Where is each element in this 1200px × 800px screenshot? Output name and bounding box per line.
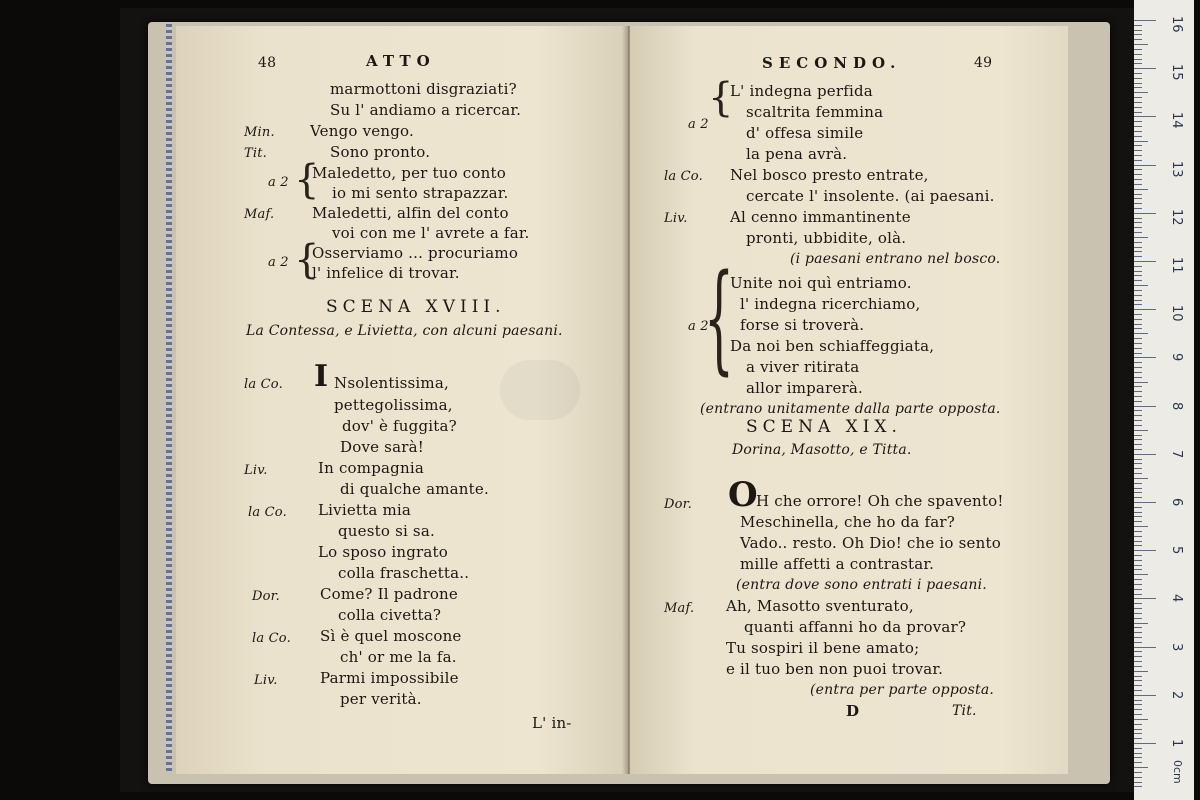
ruler-tick — [1134, 136, 1142, 137]
verse-line: per verità. — [340, 690, 422, 708]
ruler-tick — [1134, 459, 1142, 460]
ruler-tick — [1134, 391, 1142, 392]
ruler-tick — [1134, 454, 1156, 455]
speaker-label: la Co. — [252, 631, 291, 646]
speaker-label: a 2 — [268, 175, 289, 190]
ruler-tick — [1134, 155, 1142, 156]
ruler-tick — [1134, 526, 1148, 527]
ruler-tick — [1134, 256, 1142, 257]
ruler-tick — [1134, 251, 1142, 252]
ruler-tick — [1134, 333, 1148, 334]
verse-line: Sì è quel moscone — [320, 627, 462, 645]
ruler-tick — [1134, 189, 1148, 190]
ruler-tick — [1134, 603, 1142, 604]
ruler-tick — [1134, 642, 1142, 643]
ruler-tick — [1134, 97, 1142, 98]
ruler-tick — [1134, 194, 1142, 195]
ruler-tick — [1134, 165, 1156, 166]
ruler-tick — [1134, 343, 1142, 344]
verse-line: colla fraschetta.. — [338, 564, 470, 582]
drop-capital: I — [314, 359, 329, 394]
ruler-tick — [1134, 671, 1148, 672]
verse-line: Nsolentissima, — [334, 374, 449, 392]
ruler-tick — [1134, 719, 1148, 720]
speaker-label: Maf. — [244, 207, 275, 222]
ruler-tick — [1134, 92, 1148, 93]
stage-direction: (i paesani entrano nel bosco. — [790, 251, 1001, 267]
ruler-tick — [1134, 357, 1156, 358]
verse-line: Sono pronto. — [330, 143, 431, 161]
ruler-tick — [1134, 651, 1142, 652]
brace-mark: { — [294, 237, 320, 283]
ruler-tick — [1134, 39, 1142, 40]
ruler-tick — [1134, 743, 1156, 744]
verse-line: cercate l' insolente. (ai paesani. — [746, 187, 995, 205]
ruler-tick — [1134, 410, 1142, 411]
verse-line: Parmi impossibile — [320, 669, 459, 687]
ruler-number: 8 — [1169, 401, 1184, 410]
page-number: 48 — [258, 55, 277, 71]
ruler-tick — [1134, 536, 1142, 537]
binding-stripe — [166, 24, 172, 772]
ruler-tick — [1134, 647, 1156, 648]
verse-line: Al cenno immantinente — [730, 208, 911, 226]
ruler-tick — [1134, 618, 1142, 619]
ruler-tick — [1134, 300, 1142, 301]
ruler-tick — [1134, 685, 1142, 686]
ruler-tick — [1134, 203, 1142, 204]
speaker-label: a 2 — [268, 255, 289, 270]
ruler-tick — [1134, 348, 1142, 349]
ruler-tick — [1134, 237, 1148, 238]
speaker-label: Dor. — [252, 589, 280, 604]
ruler-tick — [1134, 63, 1142, 64]
verse-line: di qualche amante. — [340, 480, 489, 498]
speaker-label: Maf. — [664, 601, 695, 616]
verse-line: allor imparerà. — [746, 379, 864, 397]
verse-line: Unite noi quì entriamo. — [730, 274, 912, 292]
ruler-tick — [1134, 30, 1142, 31]
verse-line: Tu sospiri il bene amato; — [726, 639, 920, 657]
ruler-tick — [1134, 724, 1142, 725]
ruler-tick — [1134, 314, 1142, 315]
ruler-tick — [1134, 59, 1142, 60]
ruler-tick — [1134, 44, 1148, 45]
ruler-tick — [1134, 598, 1156, 599]
scene-title: SCENA XVIII. — [326, 297, 506, 317]
ruler-number: 4 — [1169, 594, 1184, 603]
stage-direction: (entra dove sono entrati i paesani. — [736, 577, 987, 593]
ruler-tick — [1134, 78, 1142, 79]
scene-cast: Dorina, Masotto, e Titta. — [732, 442, 912, 458]
speaker-label: Liv. — [664, 211, 688, 226]
ruler-tick — [1134, 704, 1142, 705]
ruler-tick — [1134, 661, 1142, 662]
ruler-tick — [1134, 372, 1142, 373]
ruler-tick — [1134, 449, 1142, 450]
verse-line: io mi sento strapazzar. — [332, 184, 509, 202]
ruler-tick — [1134, 613, 1142, 614]
ruler-tick — [1134, 126, 1142, 127]
verse-line: pronti, ubbidite, olà. — [746, 229, 907, 247]
right-page — [630, 26, 1068, 774]
ruler-tick — [1134, 401, 1142, 402]
ruler-tick — [1134, 415, 1142, 416]
verse-line: l' indegna ricerchiamo, — [740, 295, 921, 313]
ruler-tick — [1134, 463, 1142, 464]
ruler-tick — [1134, 304, 1142, 305]
ruler-tick — [1134, 198, 1142, 199]
speaker-label: a 2 — [688, 117, 709, 132]
verse-line: Maledetti, alfin del conto — [312, 204, 509, 222]
ruler-tick — [1134, 782, 1142, 783]
verse-line: Su l' andiamo a ricercar. — [330, 101, 522, 119]
ruler-tick — [1134, 261, 1156, 262]
ruler-tick — [1134, 502, 1156, 503]
ruler-tick — [1134, 435, 1142, 436]
ruler-tick — [1134, 184, 1142, 185]
ruler-tick — [1134, 112, 1142, 113]
verse-line: Ah, Masotto sventurato, — [726, 597, 914, 615]
speaker-label: a 2 — [688, 319, 709, 334]
verse-line: forse si troverà. — [740, 316, 865, 334]
ruler-tick — [1134, 555, 1142, 556]
verse-line: Maledetto, per tuo conto — [312, 164, 506, 182]
ruler-tick — [1134, 319, 1142, 320]
stage-direction: (entra per parte opposta. — [810, 682, 995, 698]
speaker-label: Dor. — [664, 497, 692, 512]
ruler-tick — [1134, 208, 1142, 209]
ruler-tick — [1134, 275, 1142, 276]
verse-line: In compagnia — [318, 459, 424, 477]
ruler-tick — [1134, 362, 1142, 363]
ruler-tick — [1134, 160, 1142, 161]
ruler-tick — [1134, 488, 1142, 489]
ruler-tick — [1134, 666, 1142, 667]
ruler-tick — [1134, 492, 1142, 493]
ruler-tick — [1134, 468, 1142, 469]
ruler-number: 7 — [1169, 449, 1184, 459]
scene-cast: La Contessa, e Livietta, con alcuni paesani. — [246, 323, 563, 339]
speaker-label: Liv. — [244, 463, 268, 478]
verse-line: l' infelice di trovar. — [312, 264, 460, 282]
ruler-tick — [1134, 107, 1142, 108]
ruler-tick — [1134, 709, 1142, 710]
ruler-tick — [1134, 20, 1156, 21]
ruler-tick — [1134, 131, 1142, 132]
ruler-tick — [1134, 116, 1156, 117]
ruler-tick — [1134, 420, 1142, 421]
ruler-tick — [1134, 656, 1142, 657]
ruler-tick — [1134, 87, 1142, 88]
ruler-unit-label: 0cm — [1171, 760, 1184, 784]
ruler-tick — [1134, 338, 1142, 339]
verse-line: a viver ritirata — [746, 358, 860, 376]
ruler-tick — [1134, 733, 1142, 734]
ruler-tick — [1134, 729, 1142, 730]
scene-title: SCENA XIX. — [746, 417, 902, 437]
ruler-tick — [1134, 473, 1142, 474]
ruler-tick — [1134, 676, 1142, 677]
ruler-tick — [1134, 584, 1142, 585]
ruler-tick — [1134, 280, 1142, 281]
ruler-tick — [1134, 786, 1142, 787]
verse-line: colla civetta? — [338, 606, 442, 624]
ruler-tick — [1134, 695, 1156, 696]
speaker-label: Liv. — [254, 673, 278, 688]
ruler-tick — [1134, 179, 1142, 180]
ruler-tick — [1134, 777, 1142, 778]
verse-line: Livietta mia — [318, 501, 412, 519]
ruler-tick — [1134, 324, 1142, 325]
ruler-tick — [1134, 34, 1142, 35]
ruler-number: 3 — [1169, 642, 1184, 651]
ruler-tick — [1134, 141, 1148, 142]
ruler-tick — [1134, 102, 1142, 103]
ruler-tick — [1134, 73, 1142, 74]
ruler-number: 16 — [1169, 16, 1184, 33]
ruler-tick — [1134, 627, 1142, 628]
brace-mark: { — [708, 75, 734, 121]
ruler-tick — [1134, 762, 1142, 763]
verse-line: Nel bosco presto entrate, — [730, 166, 929, 184]
verse-line: Da noi ben schiaffeggiata, — [730, 337, 935, 355]
ruler-tick — [1134, 386, 1142, 387]
ruler-tick — [1134, 690, 1142, 691]
ruler-tick — [1134, 425, 1142, 426]
ruler-tick — [1134, 430, 1148, 431]
ruler-tick — [1134, 266, 1142, 267]
verse-line: marmottoni disgraziati? — [330, 80, 517, 98]
speaker-label: la Co. — [664, 169, 703, 184]
ruler-number: 9 — [1169, 353, 1184, 362]
ruler-number: 1 — [1169, 739, 1184, 748]
ruler-tick — [1134, 174, 1142, 175]
ruler-tick — [1134, 512, 1142, 513]
ruler-tick — [1134, 680, 1142, 681]
verse-line: Dove sarà! — [340, 438, 424, 456]
ruler-tick — [1134, 757, 1142, 758]
ruler-tick — [1134, 531, 1142, 532]
ruler-tick — [1134, 516, 1142, 517]
ruler-tick — [1134, 738, 1142, 739]
brace-mark: { — [704, 248, 735, 386]
ruler-tick — [1134, 213, 1156, 214]
ruler-number: 13 — [1169, 160, 1184, 178]
verse-line: ch' or me la fa. — [340, 648, 457, 666]
ruler-tick — [1134, 507, 1142, 508]
ruler-tick — [1134, 382, 1148, 383]
ruler-tick — [1134, 569, 1142, 570]
verse-line: scaltrita femmina — [746, 103, 884, 121]
verse-line: questo si sa. — [338, 522, 435, 540]
ruler-number: 6 — [1169, 498, 1184, 507]
ruler-number: 5 — [1169, 546, 1184, 555]
verse-line: Osserviamo ... procuriamo — [312, 244, 519, 262]
verse-line: mille affetti a contrastar. — [740, 555, 935, 573]
ruler-tick — [1134, 565, 1142, 566]
ruler-tick — [1134, 83, 1142, 84]
ruler-tick — [1134, 309, 1156, 310]
ruler-number: 10 — [1169, 305, 1184, 322]
ruler-tick — [1134, 550, 1156, 551]
ruler-tick — [1134, 49, 1142, 50]
verse-line: pettegolissima, — [334, 396, 453, 414]
stage-direction: (entrano unitamente dalla parte opposta. — [700, 401, 1001, 417]
ruler-tick — [1134, 767, 1148, 768]
ruler-tick — [1134, 594, 1142, 595]
ruler-tick — [1134, 748, 1142, 749]
ruler-tick — [1134, 218, 1142, 219]
ruler-tick — [1134, 483, 1142, 484]
ruler-tick — [1134, 497, 1142, 498]
ruler-tick — [1134, 145, 1142, 146]
signature-mark: D — [846, 702, 860, 720]
ruler-tick — [1134, 121, 1142, 122]
ruler-tick — [1134, 150, 1142, 151]
ruler-tick — [1134, 290, 1142, 291]
ruler-tick — [1134, 353, 1142, 354]
verse-line: Vado.. resto. Oh Dio! che io sento — [740, 534, 1001, 552]
ruler-tick — [1134, 25, 1142, 26]
ruler-tick — [1134, 700, 1142, 701]
ruler-tick — [1134, 295, 1142, 296]
verse-line: Lo sposo ingrato — [318, 543, 449, 561]
ruler-tick — [1134, 396, 1142, 397]
ruler-tick — [1134, 406, 1156, 407]
ruler-tick — [1134, 367, 1142, 368]
ruler-tick — [1134, 285, 1148, 286]
ruler-tick — [1134, 589, 1142, 590]
catchword: L' in- — [532, 714, 572, 732]
ruler-tick — [1134, 247, 1142, 248]
ruler-tick — [1134, 222, 1142, 223]
verse-line: la pena avrà. — [746, 145, 848, 163]
ruler-tick — [1134, 439, 1142, 440]
ruler-tick — [1134, 579, 1142, 580]
ruler-tick — [1134, 772, 1142, 773]
ruler-number: 11 — [1169, 257, 1184, 274]
ruler-tick — [1134, 328, 1142, 329]
ruler-tick — [1134, 68, 1156, 69]
ruler-tick — [1134, 227, 1142, 228]
ruler-tick — [1134, 623, 1148, 624]
ruler-tick — [1134, 444, 1142, 445]
running-head: SECONDO. — [762, 54, 902, 72]
ruler-tick — [1134, 608, 1142, 609]
page-number: 49 — [974, 55, 993, 71]
speaker-label: la Co. — [248, 505, 287, 520]
ruler-tick — [1134, 714, 1142, 715]
ruler-tick — [1134, 637, 1142, 638]
ruler-number: 2 — [1169, 690, 1184, 700]
ruler-tick — [1134, 54, 1142, 55]
ruler-tick — [1134, 545, 1142, 546]
drop-capital: O — [728, 475, 758, 515]
ruler-tick — [1134, 574, 1148, 575]
verse-line: Meschinella, che ho da far? — [740, 513, 955, 531]
catchword: Tit. — [952, 703, 977, 719]
ruler-tick — [1134, 521, 1142, 522]
ruler-tick — [1134, 271, 1142, 272]
library-watermark — [500, 360, 580, 420]
ruler-number: 15 — [1169, 64, 1184, 81]
ruler-tick — [1134, 232, 1142, 233]
ruler-tick — [1134, 560, 1142, 561]
speaker-label: Tit. — [244, 146, 267, 161]
measuring-ruler — [1134, 0, 1194, 800]
verse-line: quanti affanni ho da provar? — [744, 618, 967, 636]
ruler-tick — [1134, 753, 1142, 754]
verse-line: voi con me l' avrete a far. — [332, 224, 530, 242]
verse-line: Vengo vengo. — [310, 122, 414, 140]
speaker-label: Min. — [244, 125, 275, 140]
running-head: ATTO — [366, 52, 436, 70]
verse-line: d' offesa simile — [746, 124, 864, 142]
verse-line: H che orrore! Oh che spavento! — [756, 492, 1004, 510]
ruler-number: 14 — [1169, 112, 1184, 129]
ruler-number: 12 — [1169, 208, 1184, 226]
verse-line: Come? Il padrone — [320, 585, 458, 603]
ruler-tick — [1134, 377, 1142, 378]
ruler-tick — [1134, 478, 1148, 479]
ruler-tick — [1134, 632, 1142, 633]
speaker-label: la Co. — [244, 377, 283, 392]
ruler-tick — [1134, 541, 1142, 542]
verse-line: e il tuo ben non puoi trovar. — [726, 660, 944, 678]
verse-line: L' indegna perfida — [730, 82, 873, 100]
brace-mark: { — [294, 157, 320, 203]
verse-line: dov' è fuggita? — [342, 417, 457, 435]
ruler-tick — [1134, 169, 1142, 170]
ruler-tick — [1134, 242, 1142, 243]
